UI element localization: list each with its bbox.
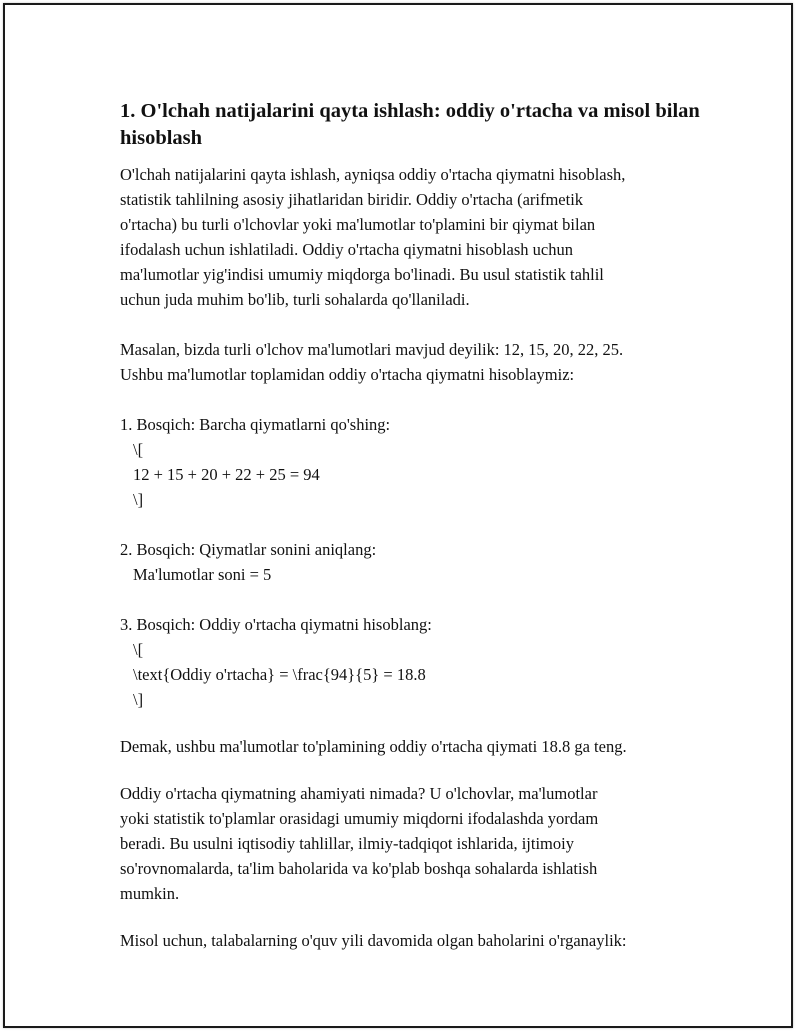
students-paragraph: Misol uchun, talabalarning o'quv yili davomida olgan baholarini o'rganaylik:: [120, 931, 627, 950]
formula-close: \]: [133, 490, 144, 509]
importance-paragraph: [120, 781, 700, 906]
text-line: ifodalash uchun ishlatiladi. Oddiy o'rtacha qiymatni hisoblash uchun: [120, 240, 573, 259]
text-line: O'lchah natijalarini qayta ishlash, ayniqsa oddiy o'rtacha qiymatni hisoblash,: [120, 165, 626, 184]
text-line: Masalan, bizda turli o'lchov ma'lumotlari mavjud deyilik: 12, 15, 20, 22, 25.: [120, 340, 624, 359]
text-line: beradi. Bu usulni iqtisodiy tahlillar, ilmiy-tadqiqot ishlarida, ijtimoiy: [120, 834, 574, 853]
text-line: yoki statistik to'plamlar orasidagi umumiy miqdorni ifodalashda yordam: [120, 809, 599, 828]
document-page: [3, 3, 793, 1028]
document-content: [120, 98, 700, 953]
text-line: ma'lumotlar yig'indisi umumiy miqdorga bo'linadi. Bu usul statistik tahlil: [120, 265, 604, 284]
step-1: [120, 412, 700, 512]
intro-paragraph: [120, 162, 700, 312]
formula-line: 12 + 15 + 20 + 22 + 25 = 94: [133, 465, 320, 484]
text-line: uchun juda muhim bo'lib, turli sohalarda qo'llaniladi.: [120, 290, 470, 309]
text-line: o'rtacha) bu turli o'lchovlar yoki ma'lumotlar to'plamini bir qiymat bilan: [120, 215, 596, 234]
formula-open: \[: [133, 440, 144, 459]
formula-line: \text{Oddiy o'rtacha} = \frac{94}{5} = 18.8: [133, 665, 426, 684]
step-title: 3. Bosqich: Oddiy o'rtacha qiymatni hisoblang:: [120, 615, 432, 634]
step-title: 1. Bosqich: Barcha qiymatlarni qo'shing:: [120, 415, 391, 434]
formula-close: \]: [133, 690, 144, 709]
text-line: so'rovnomalarda, ta'lim baholarida va ko'plab boshqa sohalarda ishlatish: [120, 859, 598, 878]
text-line: statistik tahlilning asosiy jihatlaridan biridir. Oddiy o'rtacha (arifmetik: [120, 190, 584, 209]
step-3: [120, 612, 700, 712]
step-title: 2. Bosqich: Qiymatlar sonini aniqlang:: [120, 540, 377, 559]
section-heading: 1. O'lchah natijalarini qayta ishlash: oddiy o'rtacha va misol bilan hisoblash: [120, 100, 700, 149]
text-line: mumkin.: [120, 884, 180, 903]
text-line: Ushbu ma'lumotlar toplamidan oddiy o'rtacha qiymatni hisoblaymiz:: [120, 365, 575, 384]
example-paragraph: [120, 337, 700, 387]
conclusion-paragraph: Demak, ushbu ma'lumotlar to'plamining oddiy o'rtacha qiymati 18.8 ga teng.: [120, 737, 627, 756]
step-2: [120, 537, 700, 587]
formula-open: \[: [133, 640, 144, 659]
text-line: Oddiy o'rtacha qiymatning ahamiyati nimada? U o'lchovlar, ma'lumotlar: [120, 784, 598, 803]
step-detail: Ma'lumotlar soni = 5: [133, 565, 272, 584]
